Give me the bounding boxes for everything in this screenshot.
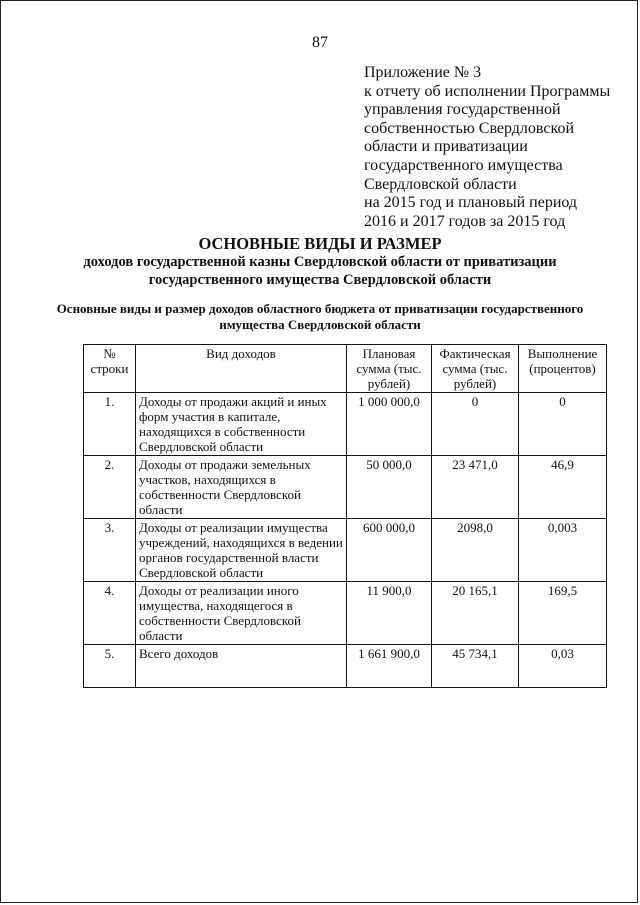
main-subtitle-line: государственного имущества Свердловской области <box>148 272 492 288</box>
header-actual: Фактическая сумма (тыс. рублей) <box>432 345 519 393</box>
header-planned: Плановая сумма (тыс. рублей) <box>347 345 432 393</box>
row-planned: 50 000,0 <box>347 456 432 519</box>
row-actual: 0 <box>432 393 519 456</box>
row-planned: 11 900,0 <box>347 582 432 645</box>
appendix-line: 2016 и 2017 годов за 2015 год <box>364 212 566 230</box>
table-row <box>84 582 607 645</box>
row-completion: 0,03 <box>519 645 607 688</box>
header-type: Вид доходов <box>136 345 347 393</box>
appendix-line: управления государственной <box>364 101 561 119</box>
row-planned: 1 661 900,0 <box>347 645 432 688</box>
income-table <box>83 344 607 688</box>
row-income-type: Доходы от продажи акций и иных форм участия в капитале, находящихся в собственности Свердловской области <box>136 393 347 456</box>
appendix-line: собственностью Свердловской <box>364 119 574 137</box>
table-title <box>0 301 640 333</box>
row-actual: 45 734,1 <box>432 645 519 688</box>
appendix-line: Приложение № 3 <box>364 64 482 81</box>
header-num: № строки <box>84 345 136 393</box>
row-number: 1. <box>84 393 136 456</box>
row-income-type: Доходы от продажи земельных участков, находящихся в собственности Свердловской области <box>136 456 347 519</box>
row-number: 5. <box>84 645 136 688</box>
table-title-line: Основные виды и размер доходов областного бюджета от приватизации государственного <box>56 301 584 316</box>
appendix-line: к отчету об исполнении Программы <box>364 82 611 100</box>
table-row-total <box>84 645 607 688</box>
appendix-line: государственного имущества <box>364 156 563 174</box>
row-actual: 20 165,1 <box>432 582 519 645</box>
row-income-type: Доходы от реализации иного имущества, находящегося в собственности Свердловской области <box>136 582 347 645</box>
row-completion: 0 <box>519 393 607 456</box>
appendix-line: на 2015 год и плановый период <box>364 194 578 212</box>
table-row <box>84 393 607 456</box>
row-planned: 600 000,0 <box>347 519 432 582</box>
page-number: 87 <box>312 34 328 51</box>
main-title: ОСНОВНЫЕ ВИДЫ И РАЗМЕР <box>198 234 442 253</box>
table-row <box>84 456 607 519</box>
row-number: 4. <box>84 582 136 645</box>
table-row <box>84 519 607 582</box>
row-completion: 46,9 <box>519 456 607 519</box>
row-actual: 23 471,0 <box>432 456 519 519</box>
main-subtitle-line: доходов государственной казны Свердловской области от приватизации <box>83 254 557 270</box>
row-actual: 2098,0 <box>432 519 519 582</box>
row-income-type: Доходы от реализации имущества учреждений, находящихся в ведении органов государственной власти Свердловской области <box>136 519 347 582</box>
row-completion: 0,003 <box>519 519 607 582</box>
row-number: 3. <box>84 519 136 582</box>
appendix-line: области и приватизации <box>364 138 528 156</box>
row-completion: 169,5 <box>519 582 607 645</box>
table-header-row <box>84 345 607 393</box>
main-subtitle <box>0 253 640 289</box>
row-number: 2. <box>84 456 136 519</box>
table-title-line: имущества Свердловской области <box>219 317 421 332</box>
appendix-line: Свердловской области <box>364 175 517 193</box>
appendix-note <box>364 64 610 231</box>
header-completion: Выполнение (процентов) <box>519 345 607 393</box>
row-planned: 1 000 000,0 <box>347 393 432 456</box>
row-income-type: Всего доходов <box>136 645 347 688</box>
